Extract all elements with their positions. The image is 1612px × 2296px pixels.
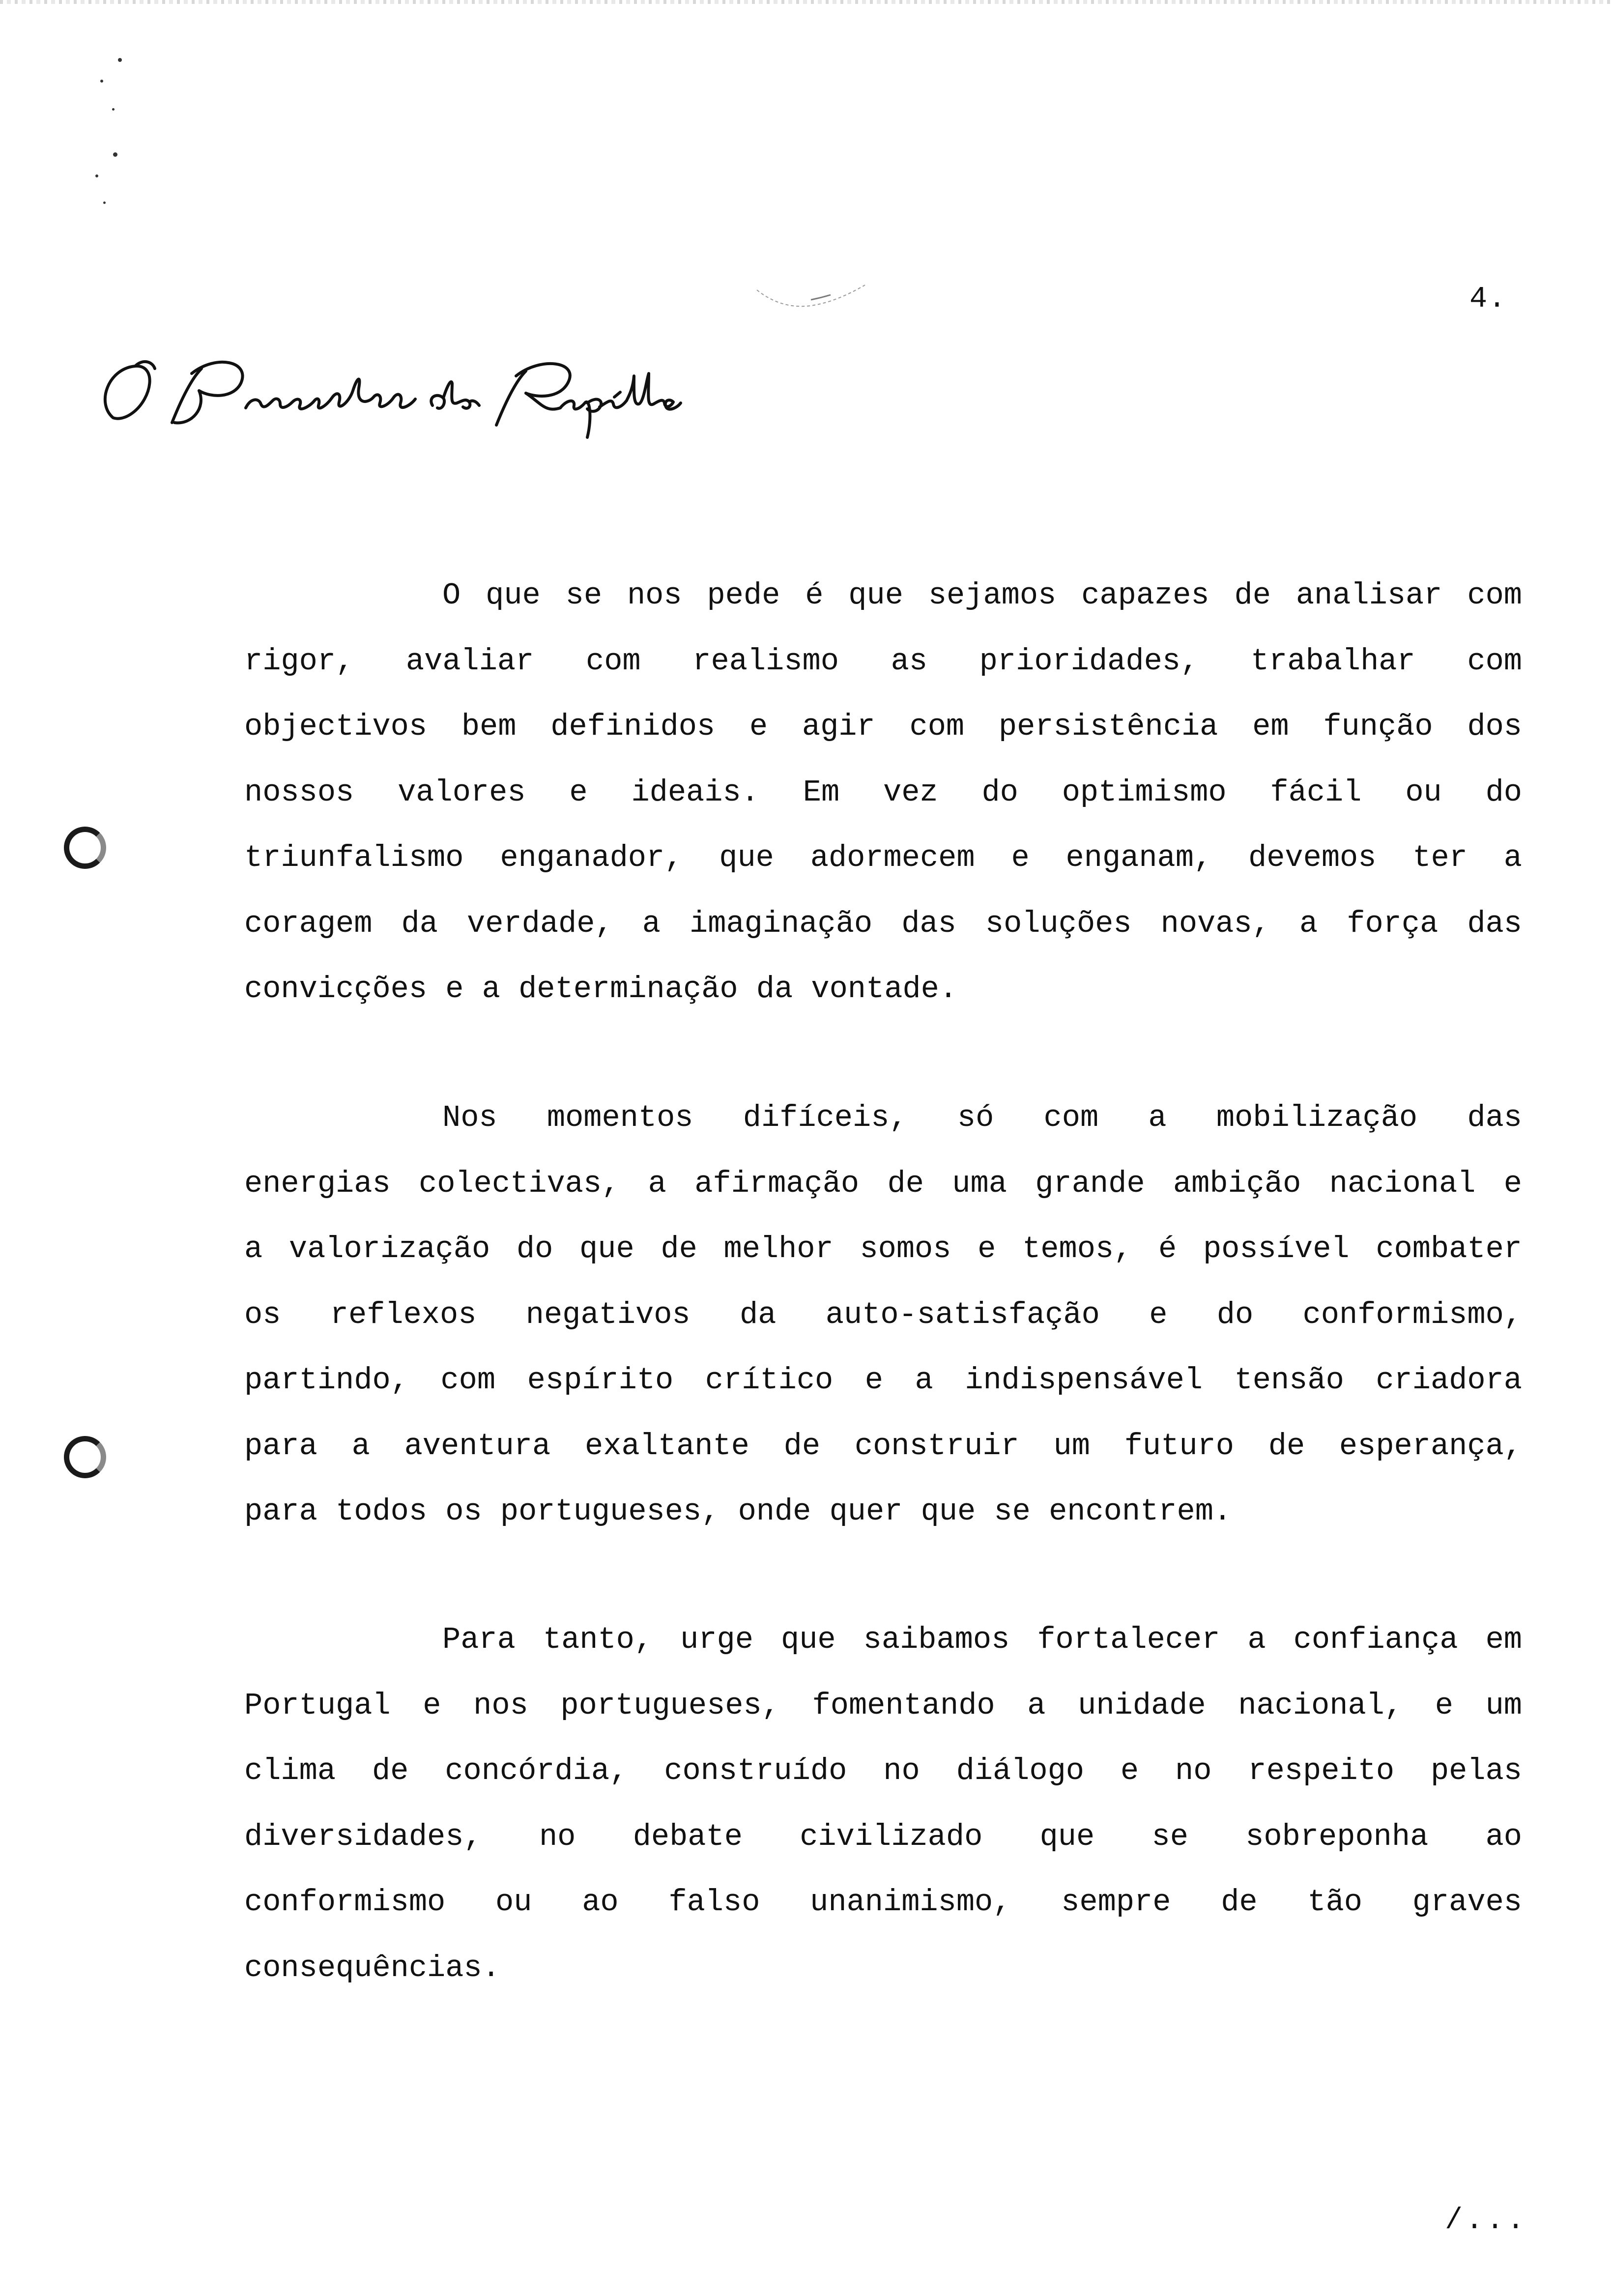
text-line: coragem da verdade, a imaginação das soluções novas, a força das [244,906,1522,941]
text-line: energias colectivas, a afirmação de uma grande ambição nacional e [244,1166,1522,1201]
scan-speck [103,201,106,204]
binder-punch-hole [64,1436,106,1478]
text-line: Para tanto, urge que saibamos fortalecer a confiança em [442,1622,1522,1657]
text-line: a valorização do que de melhor somos e temos, é possível combater [244,1232,1522,1266]
text-line: os reflexos negativos da auto-satisfação e do conformismo, [244,1297,1522,1332]
scan-speck [112,108,115,111]
text-line: triunfalismo enganador, que adormecem e enganam, devemos ter a [244,840,1522,875]
text-line: nossos valores e ideais. Em vez do optimismo fácil ou do [244,775,1522,810]
text-line: partindo, com espírito crítico e a indispensável tensão criadora [244,1363,1522,1398]
text-line: diversidades, no debate civilizado que se sobreponha ao [244,1819,1522,1854]
text-line: Nos momentos difíceis, só com a mobilização das [442,1100,1522,1135]
scan-speck [95,174,98,177]
continuation-marker: /... [1445,2204,1528,2238]
text-line: O que se nos pede é que sejamos capazes de analisar com [442,578,1522,613]
text-line: Portugal e nos portugueses, fomentando a unidade nacional, e um [244,1688,1522,1723]
text-line: rigor, avaliar com realismo as prioridades, trabalhar com [244,643,1522,679]
text-line: conformismo ou ao falso unanimismo, sempre de tão graves [244,1885,1522,1920]
text-line: para todos os portugueses, onde quer que se encontrem. [244,1494,1232,1529]
text-line: consequências. [244,1950,500,1985]
scan-speck [100,80,103,83]
scan-speck [113,152,117,157]
scan-edge-artifact [0,0,1612,4]
text-line: convicções e a determinação da vontade. [244,972,958,1006]
binder-punch-hole [64,827,106,869]
text-line: para a aventura exaltante de construir um futuro de esperança, [244,1428,1522,1464]
presidential-letterhead-logo [93,344,683,442]
body-paragraph-2 [244,1085,1522,1545]
page-number: 4. [1469,283,1507,316]
text-line: objectivos bem definidos e agir com persistência em função dos [244,709,1522,744]
text-line: clima de concórdia, construído no diálogo e no respeito pelas [244,1753,1522,1788]
scan-smudge [752,275,870,319]
body-paragraph-1 [244,563,1522,1022]
body-paragraph-3 [244,1607,1522,2001]
scan-speck [118,58,122,62]
